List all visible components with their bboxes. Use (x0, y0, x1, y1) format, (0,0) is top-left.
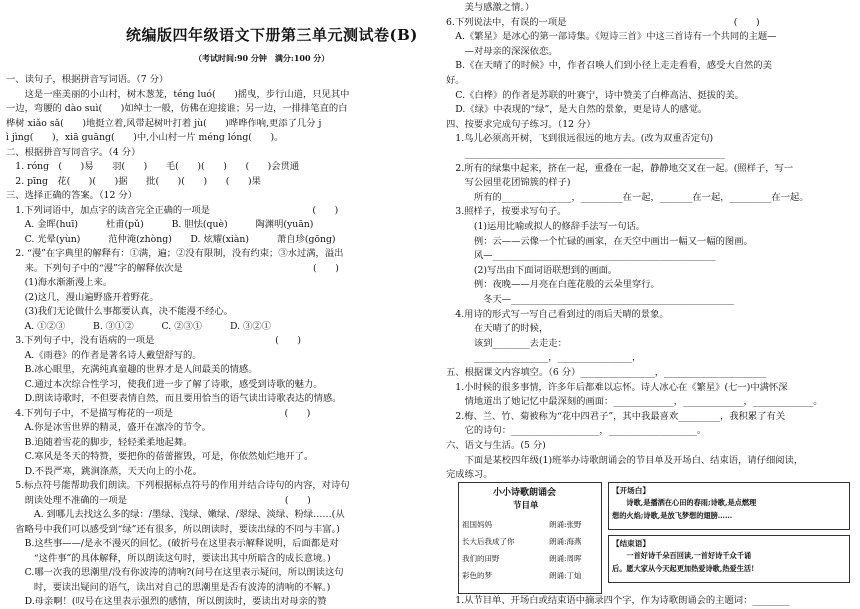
left-line: C.通过本次综合性学习，使我们进一步了解了诗歌，感受到诗歌的魅力。 (6, 378, 323, 390)
left-line: 省略号中我们可以感受到“绿”还有很多，所以朗读时，要读出绿的不同与丰富。) (6, 523, 340, 535)
left-line: 这是一座美丽的小山村，树木葱茏，téng luó( )摇曳，步行山道，只见其中 (6, 88, 350, 100)
right-line: 2.所有的绿集中起来，挤在一起，重叠在一起，静静地交叉在一起。(照样子，写一 (446, 162, 794, 174)
left-line: 朗读处理不准确的一项是 ( ) (6, 494, 311, 506)
opening-tag: 【开场白】 (612, 486, 650, 495)
left-line: “这件事”的具体解释，所以朗读这句时，要读出其中所暗含的成长意境。) (6, 552, 331, 564)
exam-meta: （考试时间:90 分钟 满分:100 分） (194, 53, 330, 63)
left-line: 1.下列词语中，加点字的读音完全正确的一项是 ( ) (6, 204, 339, 216)
right-line: 1.鸟儿必须高开树，飞到很远很远的地方去。(改为双重否定句) (446, 133, 714, 145)
left-line: 4.下列句子中，不是描写梅花的一项是 ( ) (6, 407, 311, 419)
right-line: 在天晴了的时候， (446, 323, 549, 335)
left-line: 1. róng ( )易 羽( ) 毛( )( ) ( )会贯通 (6, 161, 300, 172)
left-line: A.《雨巷》的作者是著名诗人戴望舒写的。 (6, 349, 202, 361)
left-line: 二、根据拼音写同音字。（4 分） (6, 146, 141, 158)
right-line: 美与感激之情。） (446, 2, 535, 13)
left-line: C. 光晕(yùn) 范仲淹(zhòng) D. 炫耀(xiàn) 萧自珍(gōng) (6, 233, 336, 245)
left-line: 时，要读出疑问的语气，读出对自己的思潮里是否有波涛的清响的不解。) (6, 581, 331, 593)
question-6-1: 1.从节目单、开场白或结束语中摘录四个字，作为诗歌朗诵会的主题词：________ (446, 595, 790, 606)
program-title: 小小诗歌朗诵会 (493, 488, 557, 498)
program-reader: 朗诵:周晖 (549, 554, 582, 563)
right-line: ________________，________________， (446, 352, 642, 364)
right-line: 所有的_______________，_________在一起，_______在一起，_________在一起。 (446, 191, 809, 203)
right-line: 下面是某校四年级(1)班举办诗歌朗诵会的节目单及开场白、结束语，请仔细阅读， (446, 454, 804, 466)
page-title: 统编版四年级语文下册第三单元测试卷(B) (126, 26, 418, 44)
right-line: 风—________________________________________________ (446, 250, 716, 262)
right-line: 四、按要求完成句子练习。（12 分） (446, 118, 596, 130)
right-line: ________________________________________________________ (446, 148, 725, 159)
left-line: B.这些事——/是永不漫灭的回忆。(破折号在这里表示解释说明，后面都是对 (6, 538, 339, 549)
opening-line-1: 诗歌,是播洒在心田的春雨;诗歌,是点燃理 (612, 498, 757, 507)
left-line: 一、读句子，根据拼音写词语。（7 分） (6, 74, 169, 85)
right-line: 好。 (446, 75, 465, 86)
program-box (458, 482, 602, 594)
right-line: 3.照样子，按要求写句子。 (446, 206, 567, 218)
right-line: 4.用诗的形式写一写自己看到过的雨后天晴的景象。 (446, 308, 669, 320)
program-reader: 朗诵:张野 (549, 520, 582, 529)
left-line: 2. “漫”在字典里的解释有：①满，遍；②没有限制，没有约束；③水过满，溢出 (6, 248, 344, 259)
opening-line-2: 想的火焰;诗歌,是放飞梦想的翅膀…… (612, 511, 733, 520)
program-item: 祖国妈妈 (462, 520, 492, 529)
right-line: B.《在天晴了的时候》中，作者召唤人们到小径上走走看看，感受大自然的美 (446, 60, 772, 72)
right-line: 该到________去走走： (446, 337, 567, 349)
right-line: 1.小时候的很多事情，许多年后都难以忘怀。诗人冰心在《繁星》(七一)中满怀深 (446, 381, 788, 393)
right-line: 六、语文与生活。(5 分) (446, 440, 546, 451)
left-line: A. ①②③ B. ③①② C. ②③① D. ③②① (6, 320, 271, 332)
right-line: 写公园里花团锦簇的样子) (446, 177, 571, 189)
left-line: A. 金晖(huī) 杜甫(pǔ) B. 胆怯(què) 陶渊明(yuān) (6, 219, 314, 230)
right-line: 例：云——云像一个忙碌的画家，在天空中画出一幅又一幅的图画。 (446, 235, 753, 247)
left-line: 5.标点符号能帮助我们朗读。下列根据标点符号的作用并结合诗句的内容，对诗句 (6, 480, 350, 491)
closing-line-2: 后。愿大家从今天起更加热爱诗歌,热爱生活! (612, 564, 755, 573)
left-line: (1)海水渐渐漫上来。 (6, 277, 113, 288)
program-subtitle: 节目单 (513, 501, 539, 511)
left-line: 三、选择正确的答案。（12 分） (6, 190, 137, 201)
left-line: A.你是冰雪世界的精灵，盛开在凛冷的节令。 (6, 422, 211, 433)
program-reader: 朗诵:丁灿 (549, 571, 582, 580)
program-item: 长大后我成了你 (462, 537, 515, 546)
left-line: B.冰心眼里，充满纯真童趣的世界才是人间最美的情感。 (6, 364, 258, 375)
left-column (6, 0, 416, 608)
right-line: —对母亲的深深依恋。 (446, 45, 558, 57)
left-line: C.寒风是冬天的特赞，要把你的蓓蕾摧毁，可是，你依然灿烂地开了。 (6, 451, 314, 462)
closing-line-1: 一首好诗千朵百回读,一首好诗千众千诵 (612, 551, 752, 560)
right-line: A.《繁星》是冰心的第一部诗集。《短诗三首》中这三首诗有一个共同的主题— (446, 31, 777, 43)
right-line: 2.梅、兰、竹、菊被称为“花中四君子”，其中我最喜欢_________，我积累了有关 (446, 410, 786, 422)
right-line: 它的诗句：___________________，___________________。 (446, 425, 707, 437)
left-line: 3.下列句子中，没有语病的一项是 ( ) (6, 335, 302, 346)
program-item: 我们的田野 (462, 554, 500, 563)
right-line: (1)运用比喻或拟人的修辞手法写一句话。 (446, 221, 646, 232)
left-line: D.朗读诗歌时，不但要表情自然，而且要用恰当的语气读出诗歌表达的情感。 (6, 393, 342, 404)
left-line: C.哪一次我的思潮里/没有你波涛的清响?(问号在这里表示疑问，所以朗读这句 (6, 567, 344, 578)
left-line: 2. pīng 花( )( )据 批( )( ) ( )果 (6, 175, 261, 187)
left-line: D.不畏严寒，跳涧涤蒸，天天向上的小花。 (6, 465, 203, 477)
right-line: 五、根据课文内容填空。（6 分）________________，______________________ (446, 367, 767, 378)
left-line: 桦树 xiǎo sǎ( )地挺立着,风带起树叶打着 jù( )哗哗作响,更添了几分 j (6, 117, 322, 129)
closing-box (608, 535, 850, 583)
right-line: C.《白桦》的作者是苏联的叶赛宁，诗中赞美了白桦高洁、挺拔的美。 (446, 89, 744, 101)
left-line: D.母亲啊！(叹号在这里表示强烈的感情，所以朗读时，要读出对母亲的赞 (6, 596, 327, 607)
closing-tag: 【结束语】 (612, 539, 650, 548)
left-line: ì jìng( )，xiā guāng( )中,小山村一片 méng lóng( )。 (6, 132, 284, 143)
right-line: D.《绿》中表现的“绿”，是大自然的景象，更是诗人的感觉。 (446, 104, 708, 116)
right-line: 冬天—________________________________________________ (446, 294, 735, 305)
right-line: 完成练习。 (446, 469, 493, 481)
right-line: 例：夜晚——月亮在白莲花般的云朵里穿行。 (446, 279, 660, 291)
right-line: 情地道出了她记忆中最深刻的画面：_____________，_____________，_____________。 (446, 396, 823, 408)
program-reader: 朗诵:海燕 (549, 537, 582, 546)
right-line: (2)写出由下面词语联想到的画面。 (446, 264, 618, 276)
left-line: B.追随着雪花的脚步，轻轻柔柔地起舞。 (6, 436, 193, 448)
left-line: 一边，弯腰的 dào suì( )如绰士一般，仿佛在迎接谁；另一边，一排排笔直的白 (6, 103, 348, 114)
right-line: 6.下列说法中，有误的一项是 ( ) (446, 16, 760, 28)
left-line: 来。下列句子中的“漫”字的解释依次是 ( ) (6, 262, 339, 274)
left-line: (3)我们无论做什么事都要认真，决不能漫不经心。 (6, 306, 233, 317)
opening-box (608, 482, 850, 530)
left-line: A. 到哪儿去找这么多的绿：/墨绿、浅绿、嫩绿、/翠绿、淡绿、粉绿……(从 (6, 509, 345, 520)
left-line: (2)这几，漫山遍野盛开着野花。 (6, 291, 159, 303)
right-column (446, 0, 856, 608)
program-item: 彩色的梦 (462, 571, 492, 580)
